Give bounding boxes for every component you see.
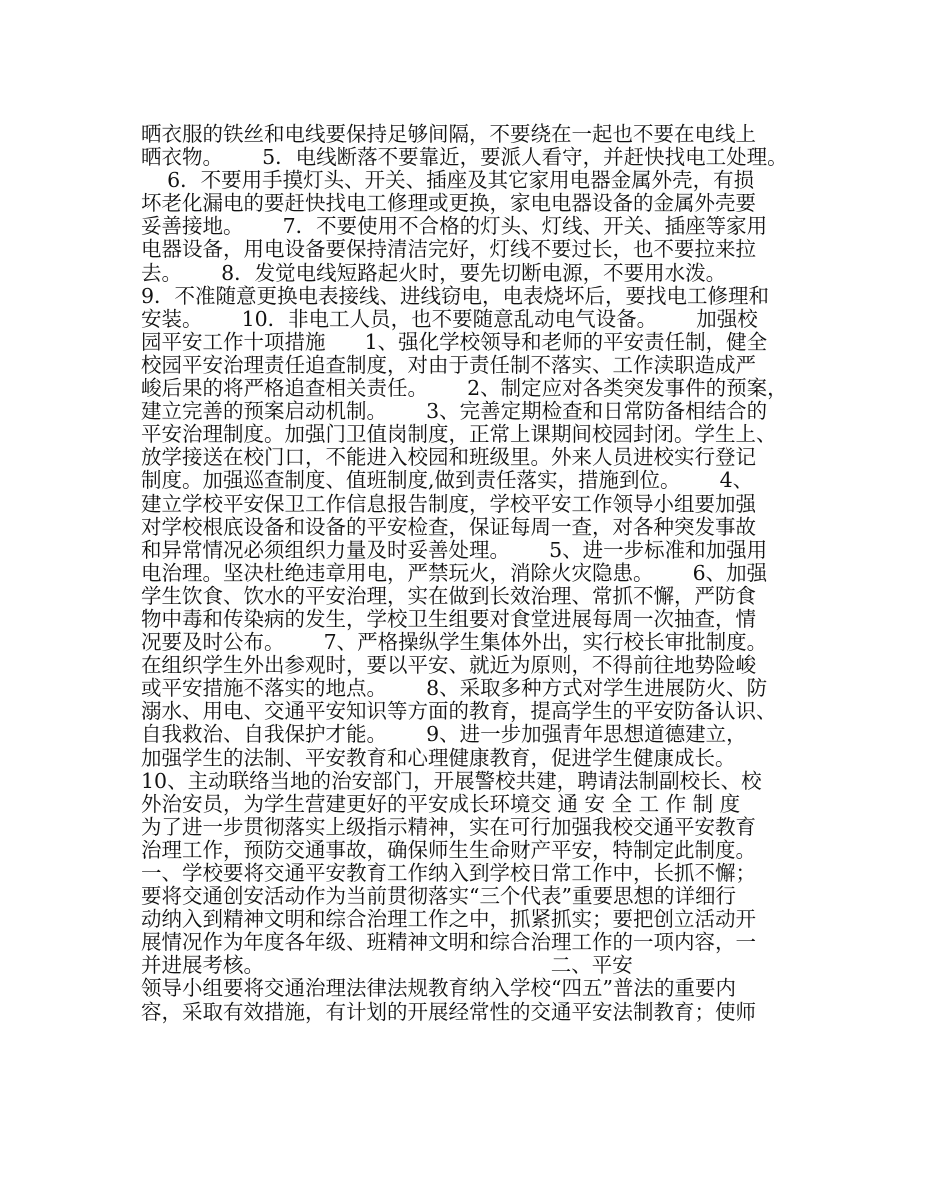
document-body bbox=[141, 123, 821, 1024]
text-line: 晒衣物。 5．电线断落不要靠近，要派人看守，并赶快找电工处理。 bbox=[141, 145, 788, 170]
text-line: 园平安工作十项措施 1、强化学校领导和老师的平安责任制，健全 bbox=[141, 329, 768, 354]
text-line: 学生饮食、饮水的平安治理，实在做到长效治理、常抓不懈，严防食 bbox=[141, 583, 756, 608]
text-line: 妥善接地。 7．不要使用不合格的灯头、灯线、开关、插座等家用 bbox=[141, 214, 768, 239]
text-line: 和异常情况必须组织力量及时妥善处理。 5、进一步标准和加强用 bbox=[141, 537, 768, 562]
text-line: 平安治理制度。加强门卫值岗制度，正常上课期间校园封闭。学生上、 bbox=[141, 422, 777, 447]
text-line: 去。 8．发觉电线短路起火时，要先切断电源，不要用水泼。 bbox=[141, 260, 727, 285]
text-line: 或平安措施不落实的地点。 8、采取多种方式对学生进展防火、防 bbox=[141, 676, 768, 701]
text-line: 校园平安治理责任追查制度，对由于责任制不落实、工作渎职造成严 bbox=[141, 352, 756, 377]
text-line: 治理工作，预防交通事故，确保师生生命财产平安，特制定此制度。 bbox=[141, 837, 756, 862]
text-line: 容，采取有效措施，有计划的开展经常性的交通平安法制教育；使师 bbox=[141, 999, 756, 1024]
text-line: 建立学校平安保卫工作信息报告制度，学校平安工作领导小组要加强 bbox=[141, 491, 756, 516]
text-line: 一、学校要将交通平安教育工作纳入到学校日常工作中，长抓不懈； bbox=[141, 861, 756, 885]
text-line: 况要及时公布。 7、严格操纵学生集体外出，实行校长审批制度。 bbox=[141, 630, 768, 655]
text-line: 坏老化漏电的要赶快找电工修理或更换，家电电器设备的金属外壳要 bbox=[141, 191, 756, 216]
text-line: 物中毒和传染病的发生，学校卫生组要对食堂进展每周一次抽查，情 bbox=[141, 606, 756, 631]
text-line: 电器设备，用电设备要保持清洁完好，灯线不要过长，也不要拉来拉 bbox=[141, 237, 756, 262]
text-line: 要将交通创安活动作为当前贯彻落实“三个代表”重要思想的详细行 bbox=[141, 884, 736, 909]
text-line: 展情况作为年度各年级、班精神文明和综合治理工作的一项内容，一 bbox=[141, 930, 756, 955]
text-line: 放学接送在校门口，不能进入校园和班级里。外来人员进校实行登记 bbox=[141, 445, 756, 470]
text-line: 为了进一步贯彻落实上级指示精神，实在可行加强我校交通平安教育 bbox=[141, 814, 756, 839]
text-line: 电治理。坚决杜绝违章用电，严禁玩火，消除火灾隐患。 6、加强 bbox=[141, 560, 768, 585]
text-line: 自我救治、自我保护才能。 9、进一步加强青年思想道德建立， bbox=[141, 722, 747, 747]
text-line: 动纳入到精神文明和综合治理工作之中，抓紧抓实；要把创立活动开 bbox=[141, 907, 756, 932]
text-line: 安装。 10．非电工人员，也不要随意乱动电气设备。 加强校 bbox=[141, 306, 758, 331]
text-line: 在组织学生外出参观时，要以平安、就近为原则，不得前往地势险峻 bbox=[141, 653, 756, 678]
text-line: 加强学生的法制、平安教育和心理健康教育，促进学生健康成长。 bbox=[141, 745, 736, 770]
text-line: 溺水、用电、交通平安知识等方面的教育，提高学生的平安防备认识、 bbox=[141, 699, 777, 724]
text-line: 9．不准随意更换电表接线、进线窃电，电表烧坏后，要找电工修理和 bbox=[141, 283, 770, 308]
text-line: 并进展考核。 二、平安 bbox=[141, 953, 633, 978]
text-line: 6．不要用手摸灯头、开关、插座及其它家用电器金属外壳，有损 bbox=[141, 168, 755, 193]
text-line: 晒衣服的铁丝和电线要保持足够间隔，不要绕在一起也不要在电线上 bbox=[141, 122, 756, 146]
text-line: 制度。加强巡查制度、值班制度,做到责任落实，措施到位。 4、 bbox=[141, 468, 754, 493]
text-line: 10、主动联络当地的治安部门，开展警校共建，聘请法制副校长、校 bbox=[141, 768, 762, 793]
text-line: 领导小组要将交通治理法律法规教育纳入学校“四五”普法的重要内 bbox=[141, 976, 736, 1001]
text-line: 峻后果的将严格追查相关责任。 2、制定应对各类突发事件的预案， bbox=[141, 376, 788, 401]
text-line: 外治安员，为学生营建更好的平安成长环境交 通 安 全 工 作 制 度 bbox=[141, 791, 741, 816]
text-line: 建立完善的预案启动机制。 3、完善定期检查和日常防备相结合的 bbox=[141, 399, 768, 424]
text-line: 对学校根底设备和设备的平安检查，保证每周一查，对各种突发事故 bbox=[141, 514, 756, 539]
